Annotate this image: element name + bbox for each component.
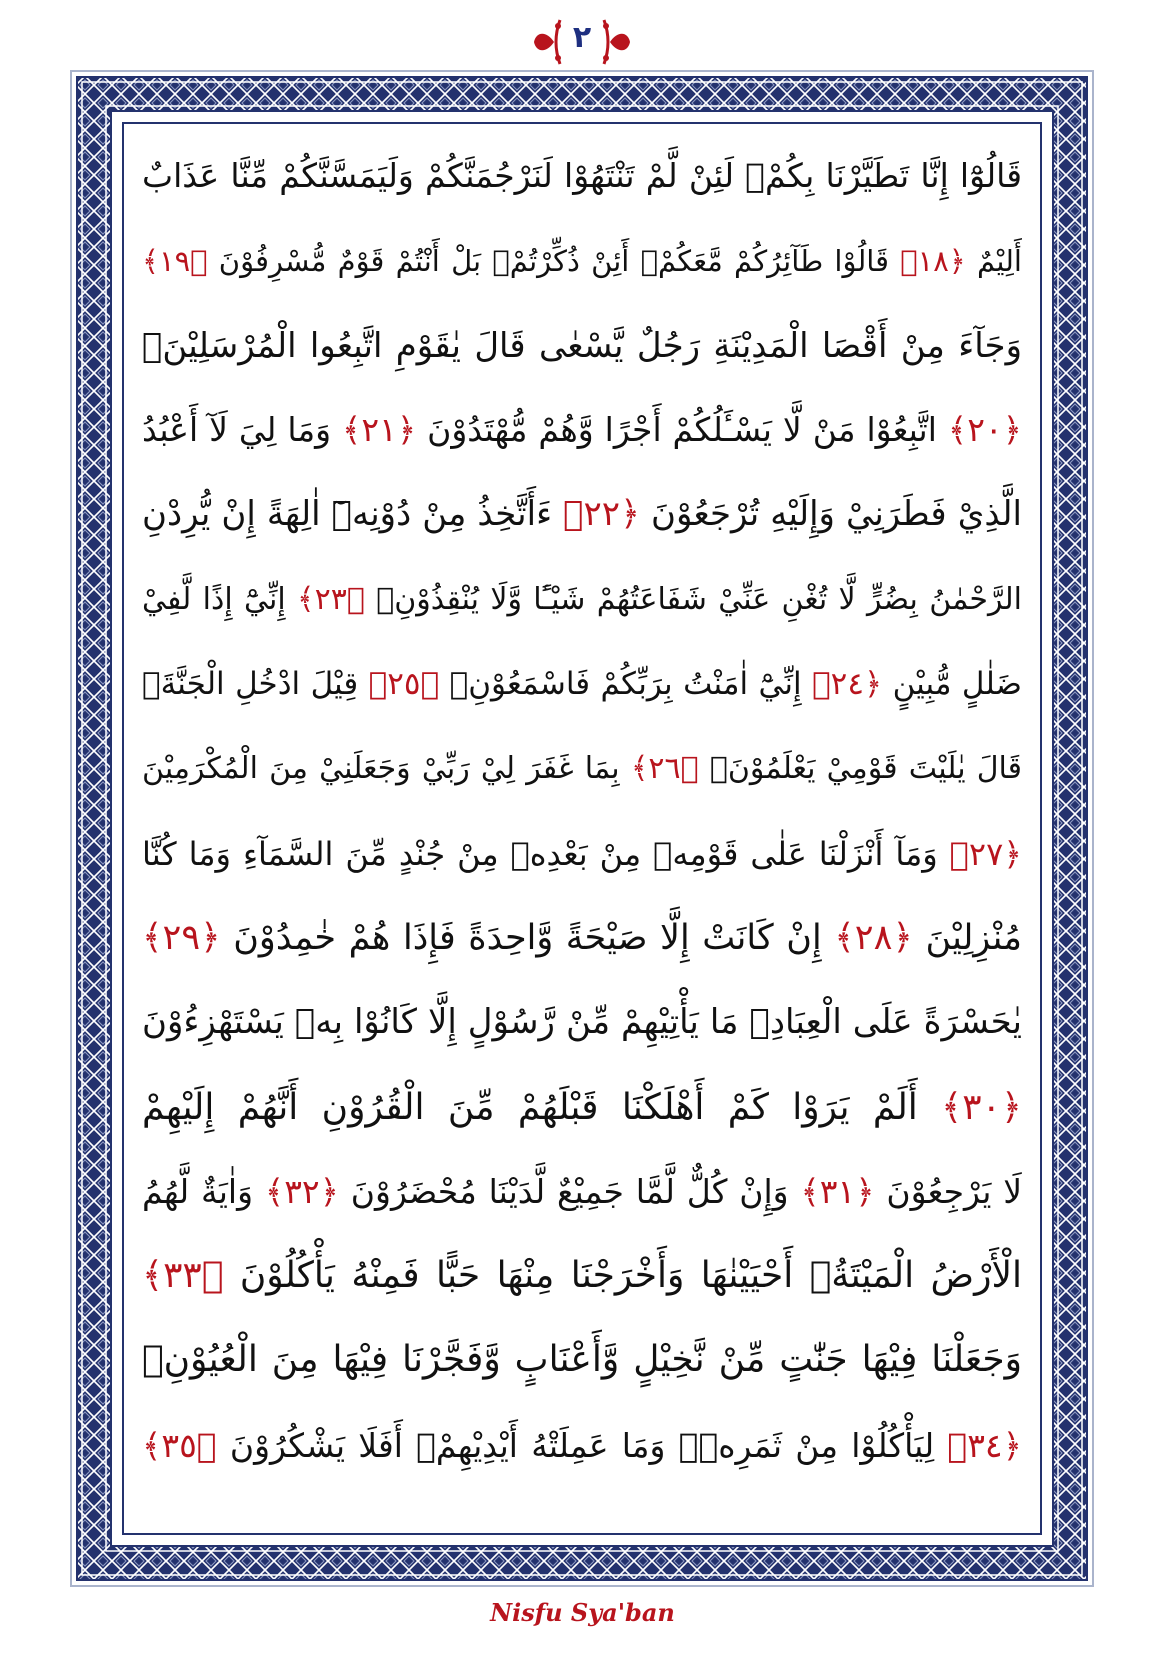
verse-line-12: ﴿٣٠﴾ أَلَمْ يَرَوْا كَمْ أَهْلَكْنَا قَبْلَهُمْ مِّنَ الْقُرُوْنِ أَنَّهُمْ إِلَيْهِمْ (142, 1087, 1022, 1128)
verse-number-marker: ﴿٢٨﴾ (834, 918, 913, 958)
verse-number-marker: ﴿١٩﴾ (142, 244, 208, 278)
verse-line-14: الْأَرْضُ الْمَيْتَةُۖ أَحْيَيْنٰهَا وَأَخْرَجْنَا مِنْهَا حَبًّا فَمِنْهُ يَأْكُلُوْنَ ﴿٣٣﴾ (142, 1255, 1022, 1296)
page-number: ٢ (572, 20, 592, 55)
verse-line-3: وَجَآءَ مِنْ أَقْصَا الْمَدِيْنَةِ رَجُلٌ يَّسْعٰى قَالَ يٰقَوْمِ اتَّبِعُوا الْمُرْسَلِيْنَۙ (142, 326, 1022, 366)
verse-number-marker: ﴿١٨﴾ (900, 244, 966, 278)
verse-number-marker: ﴿٢٣﴾ (297, 582, 365, 617)
verse-number-marker: ﴿٣١﴾ (800, 1172, 875, 1211)
verse-line-6: الرَّحْمٰنُ بِضُرٍّ لَّا تُغْنِ عَنِّيْ شَفَاعَتُهُمْ شَيْـًٔا وَّلَا يُنْقِذُوْنِۚ ﴿٢٣﴾ إِنِّيْٓ إِذًا لَّفِيْ (142, 582, 1022, 617)
verse-number-marker: ﴿٢٦﴾ (630, 751, 699, 786)
verse-number-marker: ﴿٣٢﴾ (264, 1172, 339, 1211)
verse-number-marker: ﴿٢٢﴾ (563, 494, 640, 534)
verse-line-8: قَالَ يٰلَيْتَ قَوْمِيْ يَعْلَمُوْنَۙ ﴿٢٦﴾ بِمَا غَفَرَ لِيْ رَبِّيْ وَجَعَلَنِيْ مِنَ الْمُكْرَمِيْنَ (142, 751, 1022, 786)
verse-line-2: أَلِيْمٌ ﴿١٨﴾ قَالُوْا طَآئِرُكُمْ مَّعَكُمْۗ أَئِنْ ذُكِّرْتُمْۗ بَلْ أَنْتُمْ قَوْمٌ مُّسْرِفُوْنَ ﴿١٩﴾ (142, 244, 1022, 278)
verse-line-11: يٰحَسْرَةً عَلَى الْعِبَادِۚ مَا يَأْتِيْهِمْ مِّنْ رَّسُوْلٍ إِلَّا كَانُوْا بِهٖ يَسْتَهْزِءُوْنَ (142, 1002, 1022, 1042)
verse-number-marker: ﴿٢٤﴾ (812, 666, 883, 702)
verse-number-marker: ﴿٢٩﴾ (142, 918, 221, 958)
verse-line-4: ﴿٢٠﴾ اتَّبِعُوْا مَنْ لَّا يَسْـَٔلُكُمْ أَجْرًا وَّهُمْ مُّهْتَدُوْنَ ﴿٢١﴾ وَمَا لِيَ لَآ أَعْبُدُ (142, 410, 1022, 449)
verse-line-5: الَّذِيْ فَطَرَنِيْ وَإِلَيْهِ تُرْجَعُوْنَ ﴿٢٢﴾ ءَأَتَّخِذُ مِنْ دُوْنِهٖٓ اٰلِهَةً إِنْ يُّرِدْنِ (142, 494, 1022, 534)
verse-number-marker: ﴿٣٣﴾ (142, 1255, 224, 1296)
page-number-ornament (532, 14, 632, 70)
verse-number-marker: ﴿٣٤﴾ (947, 1426, 1022, 1465)
verse-line-7: ضَلٰلٍ مُّبِيْنٍ ﴿٢٤﴾ إِنِّيْٓ اٰمَنْتُ بِرَبِّكُمْ فَاسْمَعُوْنِۗ ﴿٢٥﴾ قِيْلَ ادْخُلِ الْجَنَّةَۗ (142, 666, 1022, 702)
quran-text-area (122, 122, 1042, 1535)
page-footer-title: Nisfu Sya'ban (490, 1598, 675, 1627)
verse-number-marker: ﴿٢١﴾ (342, 410, 417, 449)
verse-number-marker: ﴿٢٥﴾ (368, 666, 440, 702)
verse-line-16: ﴿٣٤﴾ لِيَأْكُلُوْا مِنْ ثَمَرِهٖۙ وَمَا عَمِلَتْهُ أَيْدِيْهِمْۗ أَفَلَا يَشْكُرُوْنَ ﴿٣٥﴾ (142, 1426, 1022, 1465)
verse-number-marker: ﴿٢٠﴾ (947, 410, 1022, 449)
verse-line-9: ﴿٢٧﴾ وَمَآ أَنْزَلْنَا عَلٰى قَوْمِهٖ مِنْ بَعْدِهٖ مِنْ جُنْدٍ مِّنَ السَّمَآءِ وَمَا كُنَّا (142, 835, 1022, 873)
verse-line-15: وَجَعَلْنَا فِيْهَا جَنّٰتٍ مِّنْ نَّخِيْلٍ وَّأَعْنَابٍ وَّفَجَّرْنَا فِيْهَا مِنَ الْعُيُوْنِۙ (142, 1339, 1022, 1380)
verse-line-13: لَا يَرْجِعُوْنَ ﴿٣١﴾ وَإِنْ كُلٌّ لَّمَّا جَمِيْعٌ لَّدَيْنَا مُحْضَرُوْنَ ﴿٣٢﴾ وَاٰيَةٌ لَّهُمُ (142, 1172, 1022, 1211)
verse-line-1: قَالُوْٓا إِنَّا تَطَيَّرْنَا بِكُمْۚ لَئِنْ لَّمْ تَنْتَهُوْا لَنَرْجُمَنَّكُمْ وَلَيَمَسَّنَّكُمْ مِّنَّا عَذَابٌ (142, 156, 1022, 195)
verse-line-10: مُنْزِلِيْنَ ﴿٢٨﴾ إِنْ كَانَتْ إِلَّا صَيْحَةً وَّاحِدَةً فَإِذَا هُمْ خٰمِدُوْنَ ﴿٢٩﴾ (142, 918, 1022, 958)
verse-number-marker: ﴿٣٠﴾ (941, 1087, 1022, 1128)
verse-number-marker: ﴿٣٥﴾ (142, 1426, 217, 1465)
verse-number-marker: ﴿٢٧﴾ (949, 835, 1022, 873)
